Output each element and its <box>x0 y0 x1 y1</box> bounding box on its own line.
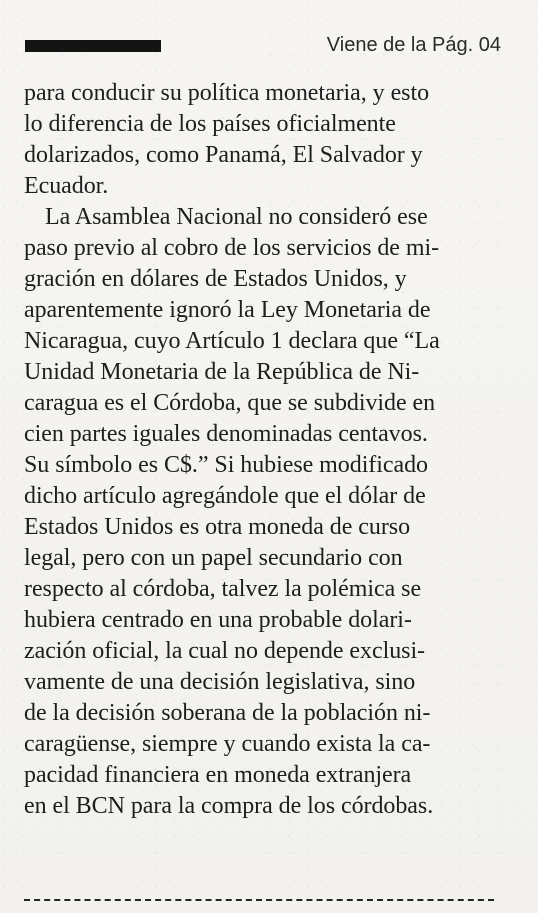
paragraph-2-line-15: zación oficial, la cual no depende exclusi- <box>24 638 425 664</box>
paragraph-1-line-4: Ecuador. <box>24 173 109 199</box>
paragraph-2-line-11: Estados Unidos es otra moneda de curso <box>24 514 411 540</box>
paragraph-2-line-14: hubiera centrado en una probable dolari- <box>24 607 412 633</box>
paragraph-2-line-16: vamente de una decisión legislativa, sino <box>24 669 416 695</box>
paragraph-2-line-8: cien partes iguales denominadas centavos. <box>24 421 428 447</box>
continued-from-label: Viene de la Pág. 04 <box>326 34 501 56</box>
paragraph-2-line-3: gración en dólares de Estados Unidos, y <box>24 266 407 292</box>
paragraph-1-line-1: para conducir su política monetaria, y esto <box>24 80 430 106</box>
paragraph-1-line-2: lo diferencia de los países oficialmente <box>24 111 396 137</box>
paragraph-2-line-12: legal, pero con un papel secundario con <box>24 545 403 571</box>
paragraph-2-line-9: Su símbolo es C$.” Si hubiese modificado <box>24 452 428 478</box>
paragraph-2-line-18: caragüense, siempre y cuando exista la ca- <box>24 731 431 757</box>
paragraph-2-line-10: dicho artículo agregándole que el dólar de <box>24 483 426 509</box>
paragraph-2-line-17: de la decisión soberana de la población ni- <box>24 700 431 726</box>
paragraph-2-line-2: paso previo al cobro de los servicios de mi- <box>24 235 440 261</box>
paragraph-2-line-13: respecto al córdoba, talvez la polémica se <box>24 576 422 602</box>
paragraph-2-line-7: caragua es el Córdoba, que se subdivide en <box>24 390 436 416</box>
article-column <box>24 78 492 822</box>
paragraph-2-line-6: Unidad Monetaria de la República de Ni- <box>24 359 420 385</box>
redaction-bar <box>25 40 161 52</box>
paragraph-2-line-19: pacidad financiera en moneda extranjera <box>24 762 412 788</box>
paragraph-2-line-20: en el BCN para la compra de los córdobas. <box>24 793 434 819</box>
paragraph-2-line-4: aparentemente ignoró la Ley Monetaria de <box>24 297 431 323</box>
paragraph-1-line-3: dolarizados, como Panamá, El Salvador y <box>24 142 423 168</box>
bottom-dashed-rule <box>24 899 494 901</box>
paragraph-2-line-5: Nicaragua, cuyo Artículo 1 declara que “La <box>24 328 440 354</box>
paragraph-2-line-1: La Asamblea Nacional no consideró ese <box>45 204 428 230</box>
